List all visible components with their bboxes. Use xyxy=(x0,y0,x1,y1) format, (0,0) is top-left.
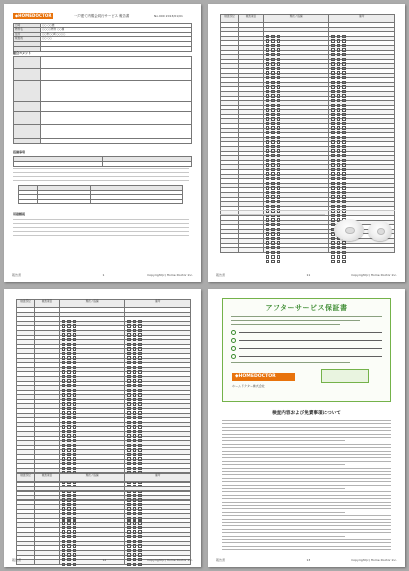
report-page xyxy=(4,4,201,282)
row-value: ○○市○○町○○○○ xyxy=(41,33,192,36)
row-label: 物件名 xyxy=(14,28,41,31)
checkbox-icon xyxy=(271,255,274,258)
footer-copyright: Copyright(c) Home Doctor Inc. xyxy=(147,273,193,277)
footer-left: 報告書 xyxy=(216,273,226,277)
table-row xyxy=(14,47,192,52)
page-number: 11 xyxy=(306,273,311,277)
warranty-company: ホームドクター株式会社 xyxy=(232,384,265,388)
col-item: 検査項目 xyxy=(239,15,264,22)
disclaimer-title: 検査内容および免責事項について xyxy=(272,411,341,416)
warranty-page xyxy=(208,289,405,567)
row-label: 住所 xyxy=(14,33,41,36)
col-item: 検査項目 xyxy=(35,300,60,307)
checkbox-icon xyxy=(277,255,280,258)
footer-left: 報告書 xyxy=(12,273,22,277)
notes-heading: 指摘事項 xyxy=(13,150,26,154)
report-doc-number: No.000 2013/01/01 xyxy=(154,14,183,18)
row-value: ○○ ○○ xyxy=(41,37,192,40)
checklist-page xyxy=(208,4,405,282)
checkbox-icon xyxy=(266,260,269,263)
report-title: 一戸建て内覧会同行サービス 報告書 xyxy=(74,14,130,18)
page-number: 1 xyxy=(102,273,105,277)
summary-table xyxy=(13,56,192,144)
footer-copyright: Copyright(c) Home Doctor Inc. xyxy=(351,273,397,277)
footer-left: 報告書 xyxy=(12,558,22,562)
checklist-page xyxy=(4,289,201,567)
client-info-table xyxy=(13,23,192,52)
page-footer xyxy=(216,558,397,562)
check-circle-icon xyxy=(231,330,236,335)
footer-copyright: Copyright(c) Home Doctor Inc. xyxy=(351,558,397,562)
col-note: 備考 xyxy=(329,15,395,22)
warranty-stamp xyxy=(321,369,369,383)
col-result: 現状 / 指摘 xyxy=(60,474,126,481)
page-footer xyxy=(216,273,397,277)
table-row xyxy=(221,248,395,253)
summary-heading: 総合コメント xyxy=(13,51,32,55)
checkbox-icon xyxy=(271,260,274,263)
warranty-clause xyxy=(231,338,382,342)
checkbox-icon xyxy=(331,255,334,258)
footer-copyright: Copyright(c) Home Doctor Inc. xyxy=(147,558,193,562)
defect-table xyxy=(18,185,183,204)
table-header xyxy=(17,300,191,308)
checkbox-icon xyxy=(337,260,340,263)
row-value: ○○ ○○様 xyxy=(41,24,192,27)
table-header xyxy=(17,474,191,482)
table-header xyxy=(221,15,395,23)
checkbox-icon xyxy=(266,255,269,258)
checklist-table xyxy=(16,473,191,565)
page-number: 12 xyxy=(102,558,107,562)
col-location: 検査部位 xyxy=(17,300,35,307)
homedoctor-logo: ◆HOMEDOCTOR xyxy=(15,13,52,18)
smoke-detector-photo xyxy=(334,219,364,241)
col-location: 検査部位 xyxy=(221,15,239,22)
warranty-clause xyxy=(231,346,382,350)
row-label: 日時 xyxy=(14,24,41,27)
page-number: 13 xyxy=(306,558,311,562)
warranty-certificate xyxy=(222,298,391,402)
warranty-clause xyxy=(231,354,382,358)
checklist-table xyxy=(220,14,395,253)
row-value: ○○○○物件 ○○棟 xyxy=(41,28,192,31)
heat-detector-photo xyxy=(368,221,392,241)
checkbox-icon xyxy=(342,255,345,258)
homedoctor-logo: ◆HOMEDOCTOR xyxy=(232,373,295,381)
footer-left: 報告書 xyxy=(216,558,226,562)
col-note: 備考 xyxy=(125,474,191,481)
checkbox-icon xyxy=(337,255,340,258)
col-note: 備考 xyxy=(125,300,191,307)
check-circle-icon xyxy=(231,338,236,343)
warranty-title: アフターサービス保証書 xyxy=(265,304,348,312)
warranty-clause xyxy=(231,330,382,334)
check-circle-icon xyxy=(231,346,236,351)
col-location: 検査部位 xyxy=(17,474,35,481)
checkbox-icon xyxy=(342,260,345,263)
terms-heading: 用語解説 xyxy=(13,212,26,216)
col-result: 現状 / 指摘 xyxy=(264,15,330,22)
notes-table xyxy=(13,156,192,167)
row-label: 検査員 xyxy=(14,37,41,40)
col-item: 検査項目 xyxy=(35,474,60,481)
checkbox-icon xyxy=(331,260,334,263)
col-result: 現状 / 指摘 xyxy=(60,300,126,307)
checkbox-icon xyxy=(277,260,280,263)
page-footer xyxy=(12,558,193,562)
page-footer xyxy=(12,273,193,277)
check-circle-icon xyxy=(231,354,236,359)
